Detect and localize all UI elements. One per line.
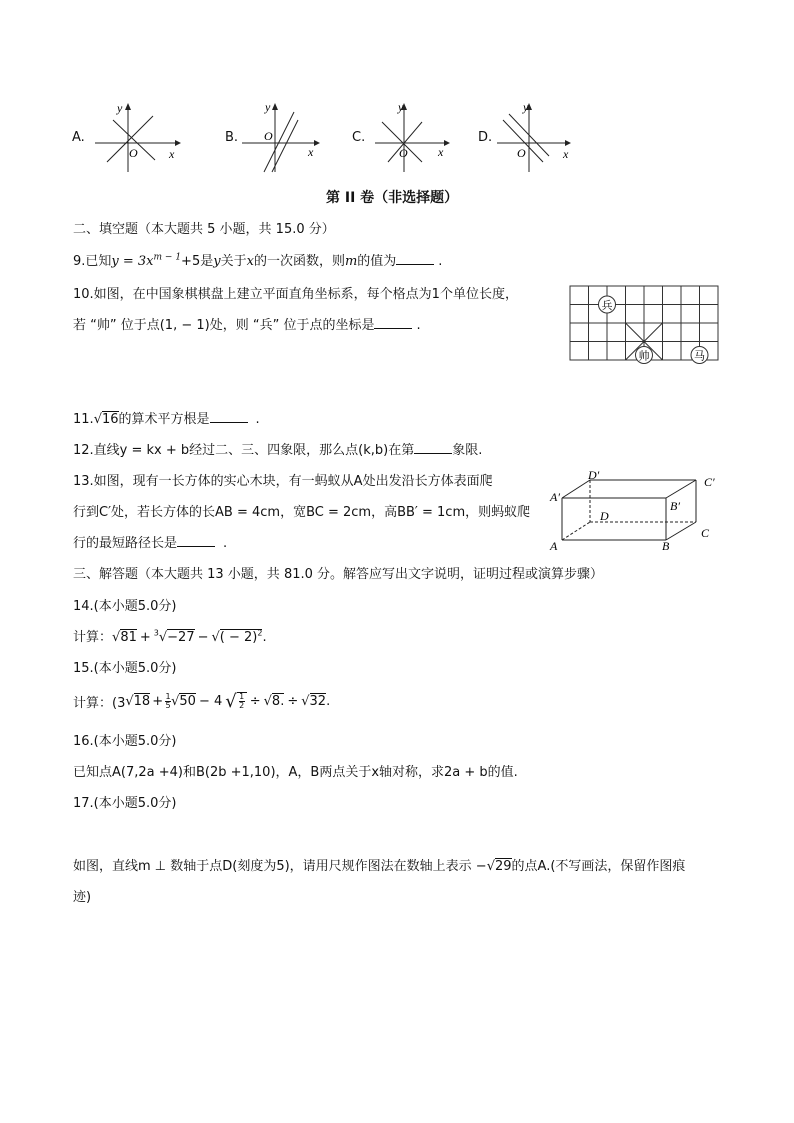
q15-divide: ÷	[287, 693, 299, 709]
q11-text: 的算术平方根是	[118, 412, 210, 427]
cuboid-figure	[548, 470, 724, 556]
svg-text:兵: 兵	[601, 300, 613, 312]
q17-text: 如图，直线m ⊥ 数轴于点D(刻度为5)，请用尺规作图法在数轴上表示 −	[73, 859, 487, 874]
option-c-graph	[372, 100, 462, 175]
vertex-d1: D′	[588, 470, 600, 482]
q10-line2: 若 “帅” 位于点(1, − 1)处，则 “兵” 位于点的坐标是	[73, 318, 375, 333]
q14-radicand-2: −27	[167, 630, 195, 645]
answer-blank	[396, 252, 434, 265]
q14-radicand-1: 81	[120, 630, 137, 645]
axis-x-label: x	[563, 147, 569, 161]
q15-divide: ÷	[249, 693, 261, 709]
q17-head: 17.(本小题5.0分)	[73, 796, 177, 811]
question-15-expr	[73, 688, 330, 714]
question-17-line1	[73, 855, 685, 874]
sqrt-symbol: √	[112, 630, 121, 645]
q9-text: 的值为	[357, 254, 397, 269]
fraction-1-2	[237, 692, 247, 710]
axis-y-label: y	[117, 101, 123, 115]
q9-expr: y = 3x	[111, 254, 154, 269]
fraction-numerator: 1	[165, 691, 171, 701]
question-9	[73, 250, 442, 269]
q9-end: .	[438, 254, 443, 269]
axis-y-label: y	[398, 100, 404, 114]
q16-text: 已知点A(7,2a +4)和B(2b +1,10)，A，B两点关于x轴对称，求2a + b的值.	[73, 765, 518, 780]
vertex-c1: C′	[704, 475, 715, 489]
section2-heading: 二、填空题（本大题共 5 小题，共 15.0 分）	[73, 222, 335, 237]
origin-label: O	[517, 146, 526, 160]
vertex-d: D	[600, 509, 609, 523]
sqrt-symbol: √	[225, 690, 237, 712]
answer-blank	[374, 316, 412, 329]
axis-x-label: x	[438, 145, 444, 159]
question-13-line3	[73, 532, 227, 551]
fraction-denominator: 5	[165, 700, 171, 710]
q9-mid: +5是	[181, 254, 214, 269]
axis-x-label: x	[308, 145, 314, 159]
q17-radicand: 29	[495, 859, 512, 874]
answer-blank	[414, 441, 452, 454]
q10-end: .	[416, 318, 421, 333]
q9-sup: m − 1	[153, 252, 182, 263]
q14-radicand-3: ( − 2)	[219, 630, 258, 645]
svg-text:帅: 帅	[638, 350, 650, 363]
q15-calc: 计算：(3	[73, 695, 126, 711]
vertex-b1: B′	[670, 499, 680, 513]
q17-text: 的点A.(不写画法，保留作图痕	[511, 859, 686, 874]
fraction-denominator: 2	[239, 701, 245, 710]
question-11	[73, 408, 260, 427]
origin-label: O	[129, 146, 138, 160]
q11-radicand: 16	[101, 412, 119, 427]
vertex-a1: A′	[550, 490, 560, 504]
option-b-graph	[242, 100, 332, 175]
svg-text:马: 马	[694, 350, 705, 363]
q15-radicand-3: 8.	[271, 694, 285, 709]
part2-title: 第 II 卷（非选择题）	[326, 190, 459, 206]
q11-prefix: 11.	[73, 412, 94, 427]
chessboard-figure	[566, 282, 726, 368]
piece-ma	[691, 347, 708, 364]
q9-var-y: y	[213, 254, 221, 269]
q15-plus: +	[152, 693, 164, 709]
sqrt-symbol: √	[211, 630, 220, 645]
option-d-graph	[497, 100, 587, 175]
q15-head: 15.(本小题5.0分)	[73, 661, 177, 676]
option-a-graph	[95, 100, 185, 175]
q9-text: 关于	[220, 254, 247, 269]
q10-line1: 10.如图，在中国象棋棋盘上建立平面直角坐标系，每个格点为1个单位长度，	[73, 287, 518, 302]
sqrt-symbol: √	[263, 693, 272, 709]
option-c-label: C.	[352, 130, 366, 145]
q15-minus: − 4	[198, 693, 223, 709]
q14-plus: +	[139, 630, 151, 645]
option-a-label: A.	[72, 130, 85, 145]
q15-radicand-2: 50	[179, 694, 196, 709]
question-10-line2	[73, 314, 421, 333]
axis-x-label: x	[169, 147, 175, 161]
q14-root-index: 3	[153, 628, 159, 638]
question-14-expr	[73, 626, 267, 645]
axis-y-label: y	[265, 100, 271, 114]
answer-blank	[210, 410, 248, 423]
q17-line2: 迹)	[73, 890, 92, 905]
q13-line2: 行到C′处，若长方体的长AB = 4cm，宽BC = 2cm，高BB′ = 1cm，则蚂蚁爬	[73, 505, 531, 520]
vertex-a: A	[550, 539, 558, 553]
sqrt-symbol: √	[158, 630, 168, 645]
q9-var-m: m	[344, 254, 358, 269]
q15-radicand-4: 32	[309, 694, 327, 709]
q14-square: 2	[257, 628, 263, 638]
vertex-b: B	[662, 539, 670, 553]
q16-head: 16.(本小题5.0分)	[73, 734, 177, 749]
sqrt-symbol: √	[486, 859, 495, 874]
q15-radicand-1: 18	[133, 694, 151, 709]
axis-y-label: y	[523, 100, 529, 114]
q14-calc: 计算：	[73, 630, 113, 645]
q14-head: 14.(本小题5.0分)	[73, 599, 177, 614]
answer-blank	[177, 534, 215, 547]
vertex-c: C	[701, 526, 710, 540]
q9-var-x: x	[246, 254, 254, 269]
option-b-label: B.	[225, 130, 239, 145]
question-12	[73, 439, 482, 458]
piece-shuai	[636, 347, 653, 364]
sqrt-symbol: √	[171, 693, 180, 709]
origin-label: O	[399, 146, 408, 160]
q14-minus: −	[197, 630, 209, 645]
q12-text: 12.直线y = kx + b经过二、三、四象限，那么点(k,b)在第	[73, 443, 415, 458]
fraction-numerator: 1	[239, 692, 245, 701]
section3-heading: 三、解答题（本大题共 13 小题，共 81.0 分。解答应写出文字说明，证明过程或演算步骤）	[73, 567, 604, 582]
origin-label: O	[264, 129, 273, 143]
option-d-label: D.	[478, 130, 493, 145]
q9-prefix: 9.已知	[73, 254, 112, 269]
q11-end: .	[255, 412, 260, 427]
q13-line3: 行的最短路径长是	[73, 536, 178, 551]
sqrt-symbol: √	[301, 693, 310, 709]
q13-end: .	[223, 536, 228, 551]
sqrt-symbol: √	[93, 412, 102, 427]
sqrt-symbol: √	[125, 693, 134, 709]
q14-end: .	[262, 630, 267, 645]
q9-text: 的一次函数，则	[253, 254, 345, 269]
q13-line1: 13.如图，现有一长方体的实心木块，有一蚂蚁从A处出发沿长方体表面爬	[73, 474, 493, 489]
q12-end: 象限.	[452, 443, 483, 458]
piece-bing	[599, 296, 616, 313]
q15-end: .	[326, 693, 331, 709]
